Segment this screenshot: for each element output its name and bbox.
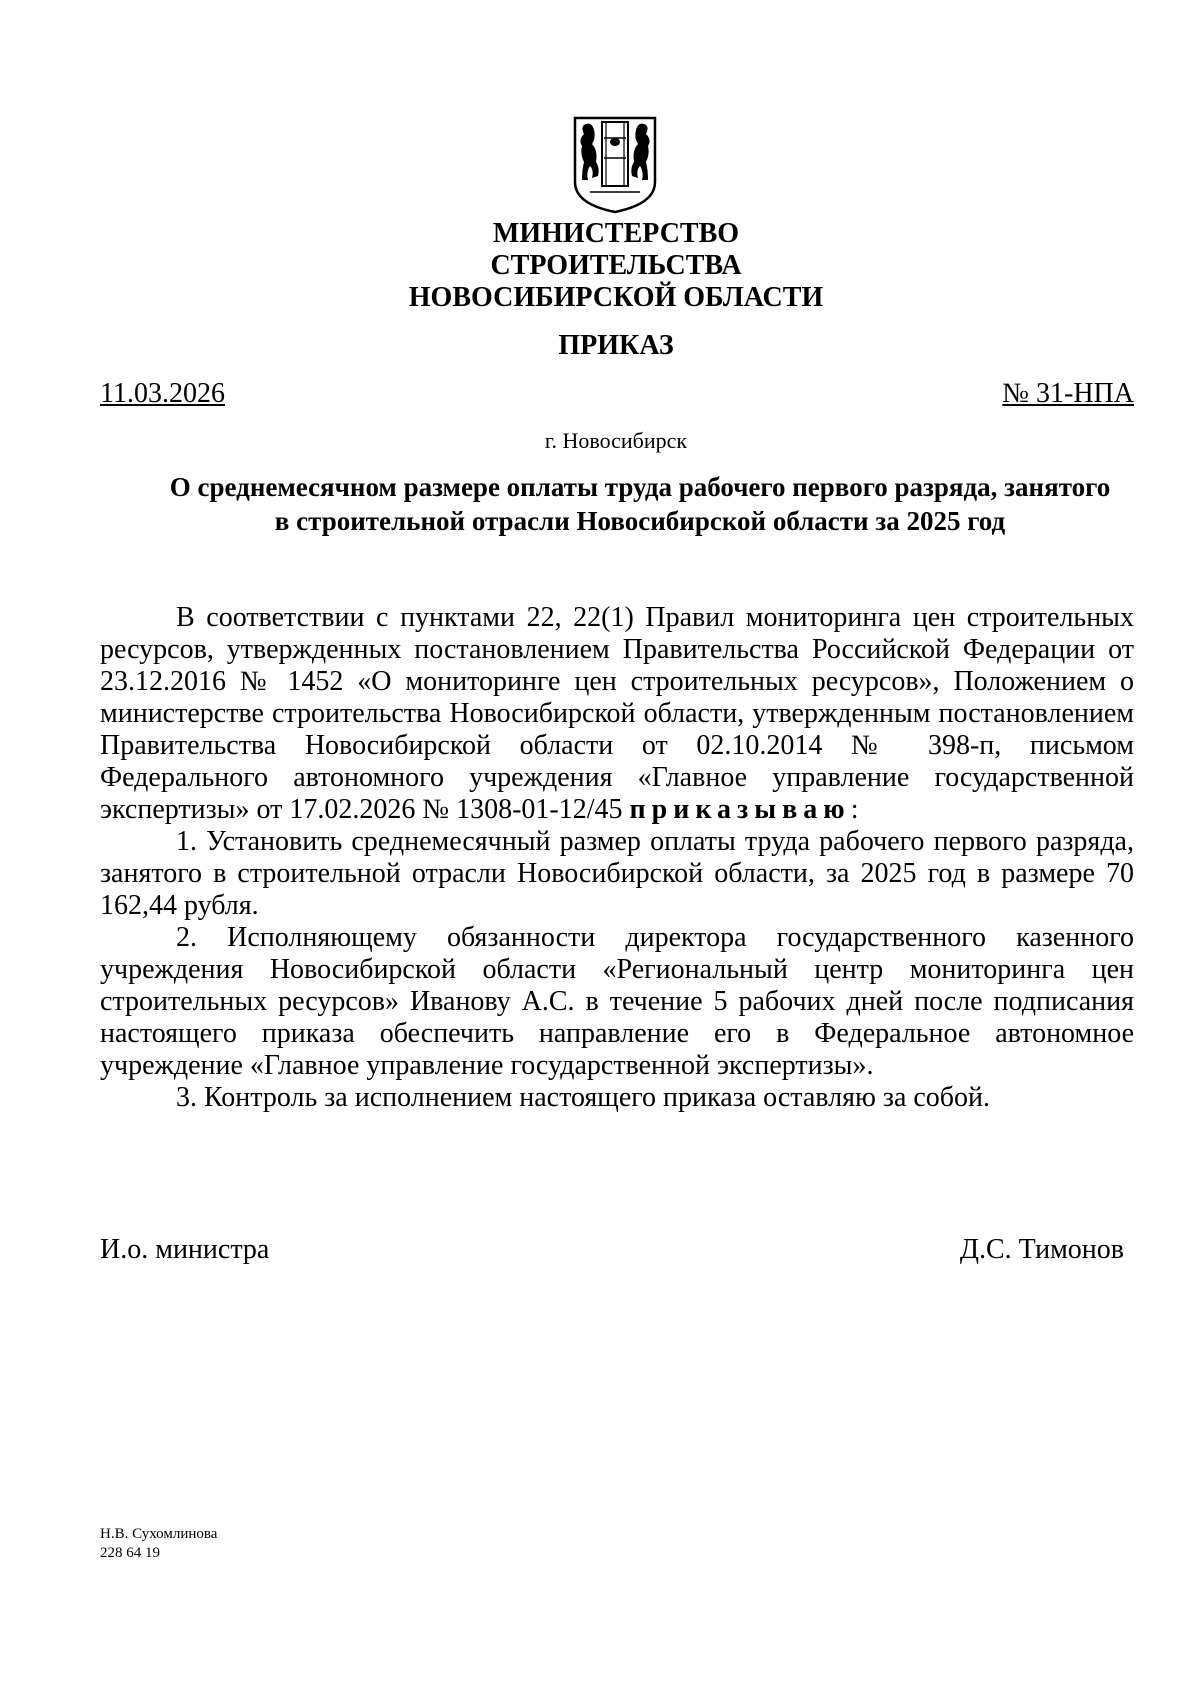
- order-item-2: 2. Исполняющему обязанности директора государственного казенного учреждения Новосибирской области «Региональный центр мониторинга цен строительных ресурсов» Иванову А.С. в течение 5 рабочих дней после подписания настоящего приказа обеспечить направление его в Федеральное автономное учреждение «Главное управление государственной экспертизы».: [100, 922, 1134, 1081]
- order-word-suffix: :: [850, 794, 859, 825]
- document-type-title: ПРИКАЗ: [558, 330, 674, 361]
- executor-phone: 228 64 19: [100, 1545, 160, 1561]
- order-body: [100, 602, 1134, 1114]
- signatory-name: Д.С. Тимонов: [959, 1234, 1124, 1265]
- ministry-name: [0, 218, 1200, 314]
- signatory-role: И.о. министра: [100, 1234, 270, 1265]
- executor-info: [100, 1525, 217, 1563]
- order-date: 11.03.2026: [100, 378, 225, 409]
- novosibirsk-coat-of-arms-icon: [570, 112, 660, 214]
- order-subject: О среднемесячном размере оплаты труда рабочего первого разряда, занятого в строительной отрасли Новосибирской области за 2025 год: [169, 472, 1111, 536]
- order-word: приказываю: [629, 794, 851, 825]
- ministry-name-line-2: СТРОИТЕЛЬСТВА: [490, 250, 742, 281]
- ministry-name-line-3: НОВОСИБИРСКОЙ ОБЛАСТИ: [408, 282, 824, 313]
- order-number: № 31-НПА: [1002, 378, 1134, 409]
- ministry-name-line-1: МИНИСТЕРСТВО: [492, 218, 740, 249]
- order-item-1: 1. Установить среднемесячный размер оплаты труда рабочего первого разряда, занятого в строительной отрасли Новосибирской области, за 2025 год в размере 70 162,44 рубля.: [100, 826, 1134, 921]
- order-item-3: 3. Контроль за исполнением настоящего приказа оставляю за собой.: [176, 1082, 991, 1113]
- preamble-paragraph: [100, 602, 1134, 826]
- city-label: г. Новосибирск: [544, 428, 688, 453]
- executor-name: Н.В. Сухомлинова: [100, 1526, 218, 1542]
- preamble-text: В соответствии с пунктами 22, 22(1) Правил мониторинга цен строительных ресурсов, утвержденных постановлением Правительства Российской Федерации от 23.12.2016 № 1452 «О мониторинге цен строительных ресурсов», Положением о министерстве строительства Новосибирской области, утвержденным постановлением Правительства Новосибирской области от 02.10.2014 № 398-п, письмом Федерального автономного учреждения «Главное управление государственной экспертизы» от 17.02.2026 № 1308-01-12/45: [100, 602, 1134, 825]
